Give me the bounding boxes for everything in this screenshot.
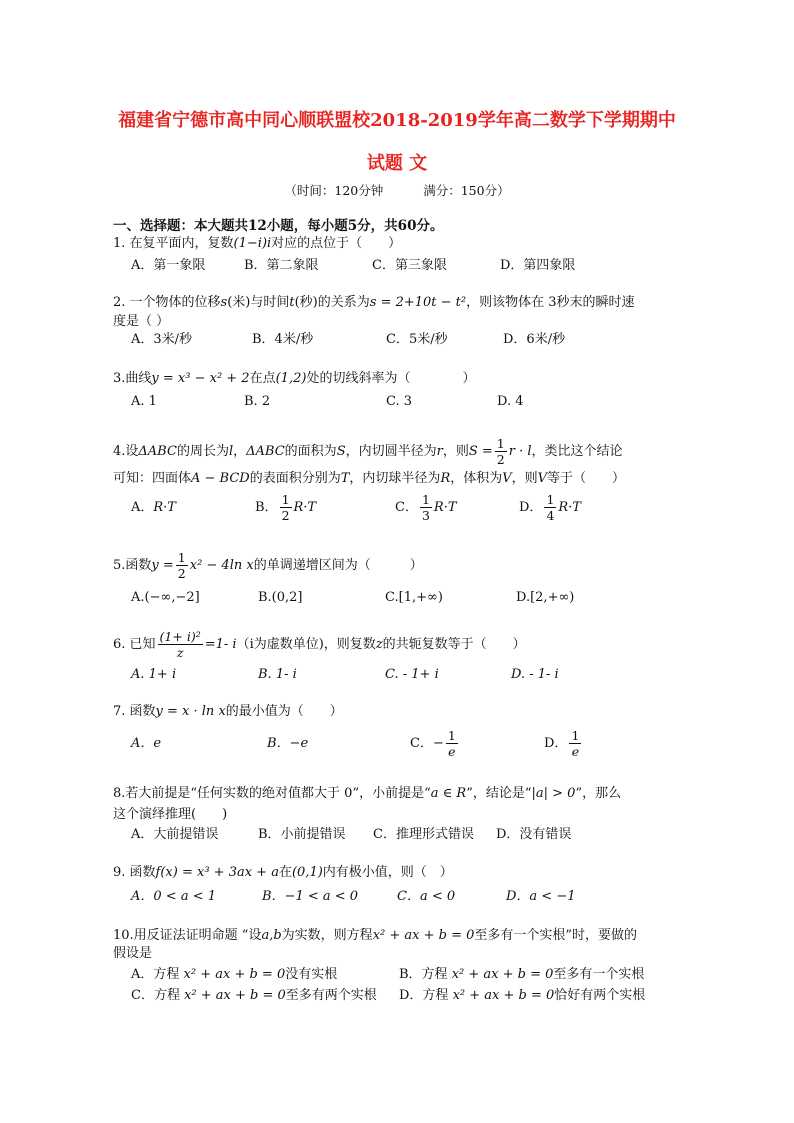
q8-text: 8.若大前提是“任何实数的绝对值都大于 0”，小前提是“	[113, 786, 431, 801]
q3-option-c: C. 3	[386, 394, 413, 409]
q9-option-a: A．0 < a < 1	[131, 889, 216, 904]
q4-d-den: 4	[546, 508, 555, 523]
q8-option-c: C．推理形式错误	[373, 827, 474, 842]
question-1	[113, 235, 401, 253]
q4-a-label: A．	[131, 500, 154, 515]
question-3	[113, 370, 475, 388]
q10-option-b	[399, 966, 644, 984]
q2-option-c: C．5米/秒	[386, 332, 448, 347]
q7-c-label: C．	[410, 736, 433, 751]
q4-tet: A − BCD	[191, 471, 250, 486]
question-2	[113, 294, 635, 312]
q3-text-b: 在点	[249, 371, 276, 386]
q10-a-label: A．方程	[131, 967, 180, 982]
q4-tri2: ΔABC	[246, 444, 285, 459]
q10-b-label: B．方程	[399, 967, 448, 982]
q6-option-b: B. 1- i	[258, 667, 297, 682]
question-8	[113, 785, 621, 803]
q2-text-b: (米)与时间	[227, 295, 290, 310]
exam-meta	[0, 181, 794, 199]
q7-d-den: e	[571, 744, 580, 759]
q8-expr1: a ∈ R	[430, 786, 467, 801]
q1-option-a: A．第一象限	[131, 258, 206, 273]
q5-text: 5.函数	[113, 558, 152, 573]
question-6	[113, 626, 526, 664]
q9-option-d: D．a < −1	[506, 889, 576, 904]
q9-text-b: 在	[278, 865, 292, 880]
q7-d-num: 1	[571, 728, 580, 743]
question-9	[113, 864, 453, 882]
q4-text-c: ，	[233, 444, 247, 459]
q5-num: 1	[177, 550, 186, 565]
q4-l2-b: 的表面积分别为	[249, 471, 341, 486]
q10-text-b: 为实数，则方程	[281, 928, 373, 943]
q10-c-eq: x² + ax + b = 0	[184, 988, 286, 1003]
q1-option-d: D．第四象限	[500, 258, 576, 273]
q8-option-b: B．小前提错误	[258, 827, 346, 842]
q9-interval: (0,1)	[291, 865, 323, 880]
q1-text: 1. 在复平面内，复数	[113, 236, 234, 251]
q5-option-b: B.(0,2]	[258, 590, 303, 605]
q10-c-tail: 至多有两个实根	[285, 988, 377, 1003]
exam-time: （时间：120分钟	[284, 183, 384, 198]
q7-text-b: 的最小值为（ ）	[225, 704, 343, 719]
q10-text: 10.用反证法证明命题 “设	[113, 928, 262, 943]
q6-text-d: 的共轭复数等于（ ）	[382, 637, 526, 652]
q4-l2-c: ，内切球半径为	[349, 471, 441, 486]
q5-text-b: 的单调递增区间为（ ）	[253, 558, 423, 573]
q4-l2-a: 可知：四面体	[113, 471, 192, 486]
q4-S: S	[336, 444, 346, 459]
q10-text-c: 至多有一个实根”时，要做的	[474, 928, 638, 943]
q7-text: 7. 函数	[113, 704, 156, 719]
q10-ab: a,b	[261, 928, 282, 943]
section-heading: 一、选择题：本大题共12小题，每小题5分，共60分。	[113, 218, 444, 234]
q2-option-b: B．4米/秒	[252, 332, 314, 347]
q8-line2: 这个演绎推理( )	[113, 807, 228, 822]
q10-line2: 假设是	[113, 946, 153, 961]
q1-option-b: B．第二象限	[244, 258, 319, 273]
q4-d-frac	[544, 492, 556, 523]
question-5	[113, 548, 423, 584]
q1-expr: (1−i)i	[233, 236, 272, 251]
q4-d-expr: R·T	[558, 500, 581, 515]
q5-option-a: A.(−∞,−2]	[131, 590, 200, 605]
q4-b-den: 2	[281, 508, 290, 523]
q6-eq: =1- i	[204, 637, 237, 652]
q4-c-frac	[420, 492, 432, 523]
q2-line2: 度是（ ）	[113, 314, 170, 329]
q5-frac	[176, 550, 188, 581]
exam-score: 满分：150分）	[423, 183, 510, 198]
q5-option-c: C.[1,+∞)	[385, 590, 443, 605]
q6-option-c: C. - 1+ i	[385, 667, 439, 682]
q10-option-d	[399, 987, 645, 1005]
q4-option-a	[131, 490, 176, 526]
q10-d-tail: 恰好有两个实根	[554, 988, 646, 1003]
q4-text: 4.设	[113, 444, 139, 459]
q4-d-label: D．	[519, 500, 543, 515]
q3-option-b: B. 2	[244, 394, 271, 409]
q6-num: (1+ i)²	[159, 629, 201, 644]
q5-den: 2	[177, 566, 186, 581]
q9-text: 9. 函数	[113, 865, 156, 880]
q2-expr: s = 2+10t − t²	[369, 295, 467, 310]
q10-b-eq: x² + ax + b = 0	[451, 967, 554, 982]
q8-option-a: A．大前提错误	[131, 827, 219, 842]
q4-T: T	[340, 471, 350, 486]
q7-d-frac	[569, 728, 581, 759]
q2-text-c: (秒)的关系为	[294, 295, 370, 310]
q9-option-c: C．a < 0	[397, 889, 456, 904]
q10-b-tail: 至多有一个实根	[553, 967, 645, 982]
q8-text-c: ”，那么	[575, 786, 622, 801]
q6-den: z	[176, 645, 184, 660]
q7-c-num: 1	[447, 728, 456, 743]
q2-text-d: ，则该物体在 3秒末的瞬时速	[466, 295, 635, 310]
q2-t: t	[289, 295, 295, 310]
exam-title: 福建省宁德市高中同心顺联盟校2018-2019学年高二数学下学期期中	[118, 110, 676, 131]
q3-option-d: D. 4	[497, 394, 524, 409]
q4-text-b: 的周长为	[176, 444, 229, 459]
q4-l: l	[228, 444, 234, 459]
q9-expr: f(x) = x³ + 3ax + a	[155, 865, 279, 880]
q4-b-expr: R·T	[293, 500, 317, 515]
q4-option-d	[519, 490, 581, 526]
q4-c-expr: R·T	[433, 500, 457, 515]
q4-formula-pre: S =	[468, 444, 493, 459]
exam-title-line2: 试题 文	[366, 153, 428, 174]
q3-expr: y = x³ − x² + 2	[151, 371, 250, 386]
q4-option-b	[255, 490, 316, 526]
q4-c-num: 1	[421, 492, 430, 507]
q4-l2-f: 等于（ ）	[547, 471, 626, 486]
q10-a-eq: x² + ax + b = 0	[183, 967, 286, 982]
q10-option-c	[131, 987, 377, 1005]
q4-frac-den: 2	[496, 452, 505, 467]
q6-frac	[158, 629, 203, 660]
q4-b-label: B．	[255, 500, 278, 515]
question-7	[113, 703, 343, 721]
q7-c-sign: −	[432, 736, 444, 751]
q10-d-label: D．方程	[399, 988, 449, 1003]
q7-option-c	[410, 726, 460, 762]
q4-c-den: 3	[421, 508, 430, 523]
q2-s: s	[220, 295, 228, 310]
q8-text-b: ”，结论是“	[466, 786, 532, 801]
q4-a-expr: R·T	[153, 500, 176, 515]
q10-a-tail: 没有实根	[285, 967, 338, 982]
q4-frac-num: 1	[496, 436, 505, 451]
q4-text-d: 的面积为	[284, 444, 337, 459]
q5-option-d: D.[2,+∞)	[516, 590, 575, 605]
q4-b-num: 1	[281, 492, 290, 507]
q4-option-c	[395, 490, 457, 526]
q1-text-end: 对应的点位于（ ）	[271, 236, 402, 251]
q3-point: (1,2)	[275, 371, 307, 386]
q1-option-c: C．第三象限	[372, 258, 447, 273]
q7-expr: y = x · ln x	[155, 704, 226, 719]
q3-text: 3.曲线	[113, 371, 152, 386]
q10-d-eq: x² + ax + b = 0	[452, 988, 555, 1003]
q7-c-frac	[446, 728, 458, 759]
q4-V2: V	[537, 471, 548, 486]
q6-text: 6. 已知	[113, 637, 156, 652]
q5-pre: y =	[151, 558, 174, 573]
q9-option-b: B．−1 < a < 0	[262, 889, 359, 904]
q4-l2-d: ，体积为	[450, 471, 503, 486]
q4-b-frac	[280, 492, 292, 523]
q8-option-d: D．没有错误	[496, 827, 572, 842]
q4-line2	[113, 470, 625, 488]
q3-option-a: A. 1	[131, 394, 157, 409]
q10-c-label: C．方程	[131, 988, 180, 1003]
q2-option-a: A．3米/秒	[131, 332, 193, 347]
q4-l2-e: ，则	[511, 471, 538, 486]
q4-formula-post: r · l	[508, 444, 532, 459]
q6-option-a: A. 1+ i	[131, 667, 177, 682]
q4-V: V	[502, 471, 512, 486]
q6-text-c: （i为虚数单位)，则复数	[236, 637, 376, 652]
q4-r: r	[436, 444, 443, 459]
q6-z: z	[375, 637, 383, 652]
q3-text-c: 处的切线斜率为（ ）	[306, 371, 476, 386]
q6-option-d: D. - 1- i	[511, 667, 559, 682]
q4-text-f: ，则	[442, 444, 469, 459]
q2-option-d: D．6米/秒	[503, 332, 566, 347]
q4-text-e: ，内切圆半径为	[345, 444, 437, 459]
q7-option-b: B．−e	[267, 736, 309, 751]
q10-eq: x² + ax + b = 0	[372, 928, 475, 943]
q10-option-a	[131, 966, 337, 984]
q7-option-a: A．e	[131, 736, 162, 751]
q4-fraction	[495, 436, 507, 467]
q8-expr2: |a| > 0	[531, 786, 576, 801]
q4-d-num: 1	[546, 492, 555, 507]
q5-post: x² − 4ln x	[189, 558, 254, 573]
question-10	[113, 927, 637, 945]
q7-c-den: e	[448, 744, 456, 759]
q7-d-label: D．	[544, 736, 568, 751]
q7-option-d	[544, 726, 583, 762]
q9-text-c: 内有极小值，则（ ）	[322, 865, 453, 880]
q4-text-g: ，类比这个结论	[531, 444, 623, 459]
question-4	[113, 432, 623, 472]
q4-R: R	[440, 471, 451, 486]
q4-c-label: C．	[395, 500, 418, 515]
q2-text: 2. 一个物体的位移	[113, 295, 221, 310]
q4-tri: ΔABC	[138, 444, 177, 459]
